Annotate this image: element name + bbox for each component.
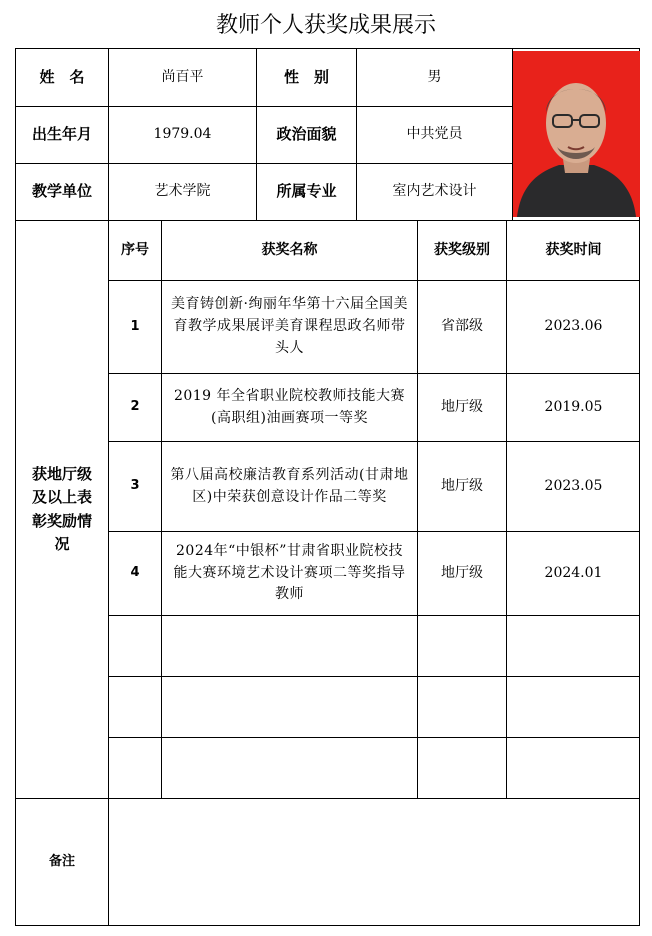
awards-section-label: 获地厅级及以上表彰奖励情况 (31, 465, 92, 553)
award-row-4-date: 2024.01 (544, 564, 603, 581)
divider (109, 615, 640, 616)
remarks-value[interactable] (109, 799, 640, 925)
award-row-1-no: 1 (130, 318, 140, 334)
award-row-1-date: 2023.06 (544, 318, 603, 335)
header-award-name: 获奖名称 (261, 241, 318, 258)
portrait-photo (513, 51, 640, 217)
award-row-4-name: 2024年“中银杯”甘肃省职业院校技能大赛环境艺术设计赛项二等奖指导教师 (173, 542, 406, 603)
unit-value: 艺术学院 (154, 183, 211, 200)
gender-label: 性 别 (283, 67, 329, 86)
award-row-3-level: 地厅级 (441, 477, 483, 494)
birth-value: 1979.04 (153, 126, 212, 143)
divider (109, 676, 640, 677)
award-row-1-name: 美育铸创新·绚丽年华第十六届全国美育教学成果展评美育课程思政名师带头人 (171, 296, 408, 356)
page-title: 教师个人获奖成果展示 (215, 13, 436, 38)
award-row-4-level: 地厅级 (441, 564, 483, 581)
award-row-3-date: 2023.05 (544, 477, 603, 494)
birth-label: 出生年月 (31, 125, 92, 144)
award-row-2-date: 2019.05 (544, 398, 603, 415)
political-value: 中共党员 (406, 126, 463, 143)
gender-value: 男 (427, 68, 442, 85)
award-row-2-level: 地厅级 (441, 398, 483, 415)
portrait-illustration (513, 51, 640, 217)
header-award-date: 获奖时间 (545, 241, 602, 258)
award-row-2-no: 2 (130, 399, 140, 415)
divider (109, 737, 640, 738)
award-row-1-level: 省部级 (441, 318, 483, 335)
header-award-level: 获奖级别 (434, 241, 490, 258)
award-row-4-no: 4 (130, 565, 140, 581)
political-label: 政治面貌 (276, 125, 337, 144)
major-value: 室内艺术设计 (392, 183, 477, 200)
remarks-label: 备注 (48, 853, 75, 869)
name-value: 尚百平 (161, 68, 204, 85)
award-row-3-name: 第八届高校廉洁教育系列活动(甘肃地区)中荣获创意设计作品二等奖 (170, 466, 409, 505)
major-label: 所属专业 (276, 182, 337, 201)
award-row-3-no: 3 (130, 478, 140, 494)
header-no: 序号 (121, 241, 149, 258)
name-label: 姓 名 (39, 67, 85, 86)
unit-label: 教学单位 (31, 182, 92, 201)
award-row-2-name: 2019 年全省职业院校教师技能大赛(高职组)油画赛项一等奖 (173, 387, 406, 426)
